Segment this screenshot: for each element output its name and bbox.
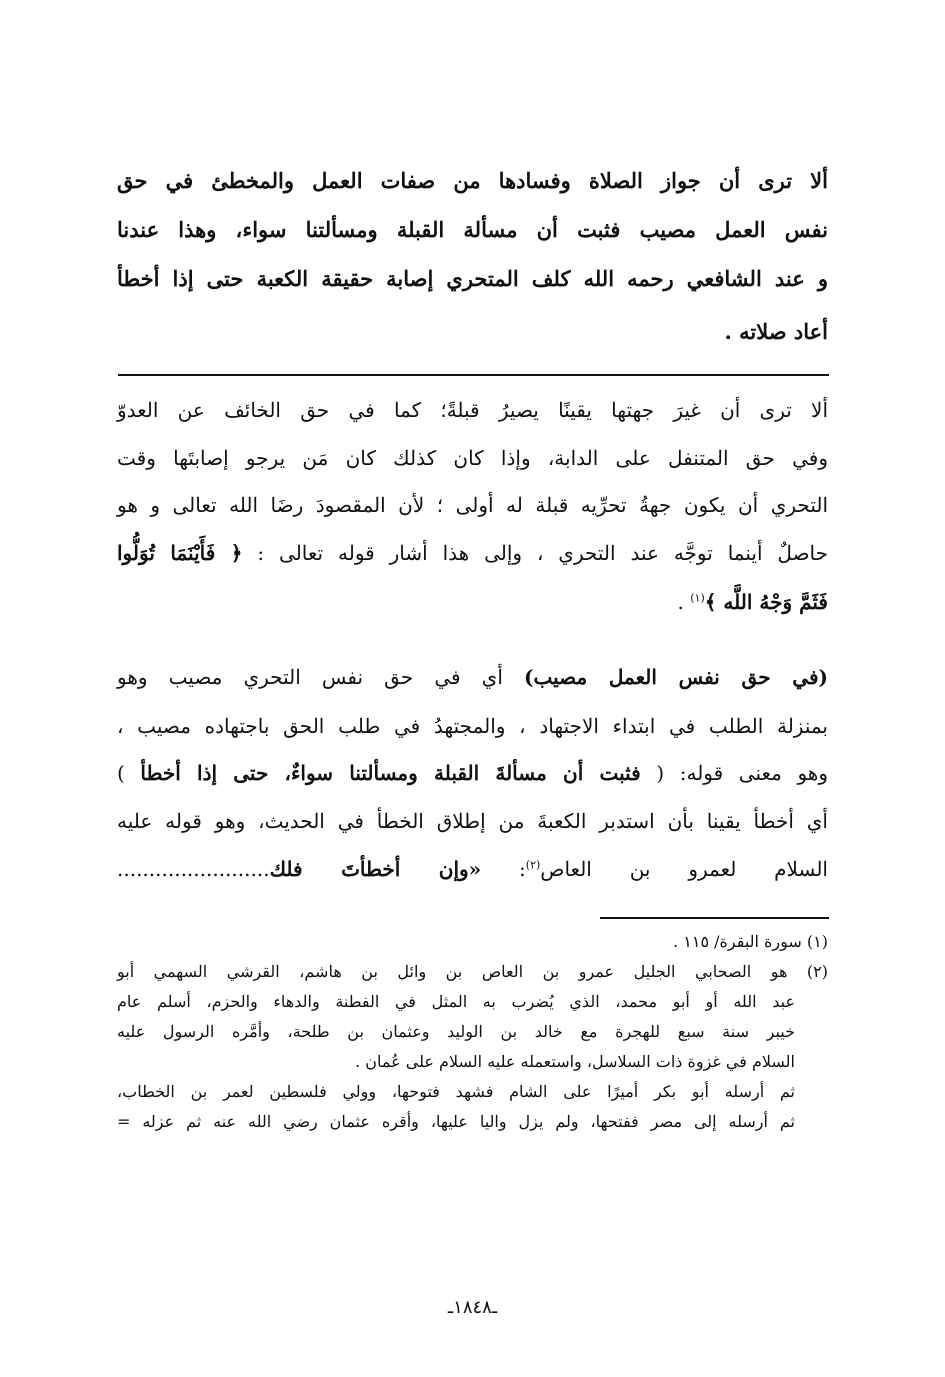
footnote-1: (١) سورة البقرة/ ١١٥ . (673, 932, 828, 951)
quoted-phrase: «وإن أخطأتَ فلك (269, 857, 482, 881)
commentary-line: وفي حق المتنفل على الدابة، وإذا كان كذلك كان مَن يرجو إصابتَها وقت (117, 446, 828, 470)
main-line: نفس العمل مصيب فثبت أن مسألة القبلة ومسألتنا سواء، وهذا عندنا (117, 217, 828, 242)
footnote-ref: (٢) (525, 858, 541, 872)
commentary-text: أي في حق نفس التحري مصيب وهو (117, 665, 524, 689)
footnote-ref: (١) (690, 591, 705, 605)
footnote-2-line: ثم أرسله أبو بكر أميرًا على الشام فشهد فتوحها، وولي فلسطين لعمر بن الخطاب، (117, 1082, 796, 1101)
page-number: ـ١٨٤٨ـ (447, 1297, 498, 1318)
commentary-text: وهو معنى قوله: ( (640, 761, 828, 785)
main-line: أعاد صلاته . (724, 319, 828, 344)
commentary-line: ألا ترى أن غيرَ جهتها يقينًا يصيرُ قبلةً؛ كما في حق الخائف عن العدوّ (117, 398, 828, 422)
continuation-dots: ........................ (117, 857, 270, 881)
commentary-text: . (677, 590, 691, 614)
commentary-text: : (481, 857, 526, 881)
footnote-2-line: ثم أرسله إلى مصر ففتحها، ولم يزل واليا عليها، وأقره عثمان رضي الله عنه ثم عزله = (117, 1112, 795, 1131)
commentary-line (117, 763, 828, 783)
commentary-line (117, 592, 828, 612)
footnote-2-line: عبد الله أو أبو محمد، الذي يُضرب به المثل في الفطنة والدهاء والحزم، أسلم عام (117, 992, 795, 1011)
commentary-line: بمنزلة الطلب في ابتداء الاجتهاد ، والمجتهدُ في طلب الحق باجتهاده مصيب ، (117, 714, 828, 738)
main-line: و عند الشافعي رحمه الله كلف المتحري إصابة حقيقة الكعبة حتى إذا أخطأ (117, 266, 828, 291)
commentary-line: التحري أن يكون جهةُ تحرِّيه قبلة له أولى ؛ لأن المقصودَ رضَا الله تعالى و هو (117, 493, 828, 517)
commentary-text: السلام لعمرو بن العاص (540, 857, 828, 881)
footnote-2-line: السلام في غزوة ذات السلاسل، واستعمله عليه السلام على عُمان . (355, 1052, 795, 1071)
commentary-text: حاصلٌ أينما توجَّه عند التحري ، وإلى هذا أشار قوله تعالى : (242, 541, 829, 565)
commentary-text: ) (117, 761, 141, 785)
quran-verse: فَثَمَّ وَجْهُ اللَّه ﴾ (704, 590, 828, 614)
footnote-2-line: (٢) هو الصحابي الجليل عمرو بن العاص بن وائل بن هاشم، القرشي السهمي أبو (117, 962, 828, 981)
footnote-divider (600, 917, 829, 919)
quoted-phrase: فثبت أن مسألةَ القبلة ومسألتنا سواءٌ، حتى إذا أخطأ (140, 761, 641, 785)
quran-verse: ﴿ فَأَيْنَمَا تُوَلُّوا (117, 541, 243, 565)
commentary-line (117, 667, 828, 687)
commentary-line (117, 859, 828, 879)
quoted-phrase: (في حق نفس العمل مصيب) (524, 665, 828, 689)
footnote-2-line: خيبر سنة سبع للهجرة مع خالد بن الوليد وعثمان بن طلحة، وأمَّره الرسول عليه (117, 1022, 795, 1041)
section-divider (118, 374, 829, 376)
commentary-line: أي أخطأ يقينا بأن استدبر الكعبةَ من إطلاق الخطأ في الحديث، وهو قوله عليه (117, 809, 828, 833)
commentary-line (117, 543, 828, 563)
main-line: ألا ترى أن جواز الصلاة وفسادها من صفات العمل والمخطئ في حق (117, 168, 828, 193)
